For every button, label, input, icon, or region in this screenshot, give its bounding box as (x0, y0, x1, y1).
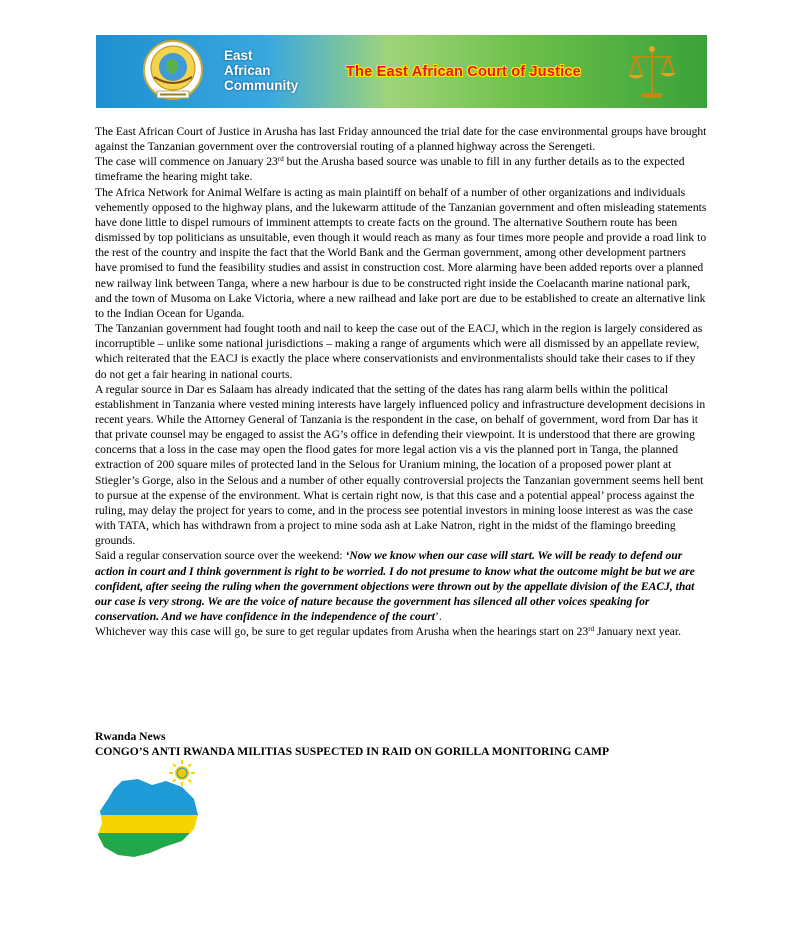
org-name: East African Community (224, 48, 299, 93)
scales-of-justice-icon (624, 43, 680, 101)
eac-emblem-icon (140, 39, 206, 105)
article-paragraph: The East African Court of Justice in Arusha has last Friday announced the trial date for the case environmental groups have brought against the Tanzanian government over the controversial routing of a planned highway across the Serengeti. (95, 125, 707, 154)
ordinal-suffix: rd (277, 155, 284, 164)
article-paragraph: The Tanzanian government had fought tooth and nail to keep the case out of the EACJ, which in the region is largely considered as incorruptible – unlike some national jurisdictions – making a range of arguments which were all dismissed by an appellate review, which reiterated that the EACJ is exactly the place where conservationists and environmentalists should take their cases to if they do not get a fair hearing in national courts. (95, 322, 703, 381)
text-run: January next year. (594, 625, 681, 639)
news-source-label: Rwanda News (95, 730, 166, 743)
text-run: ’. (434, 610, 442, 623)
article-body (95, 124, 707, 639)
text-run: The case will commence on January 23 (95, 155, 278, 169)
text-run: but the Arusha based source was unable to fill in any further details as to the expected timeframe the hearing might take. (95, 155, 685, 184)
article-paragraph (95, 548, 707, 624)
eac-banner (96, 35, 707, 108)
court-name: The East African Court of Justice (346, 64, 581, 80)
ordinal-suffix: rd (588, 625, 595, 634)
news-headline: CONGO’S ANTI RWANDA MILITIAS SUSPECTED IN RAID ON GORILLA MONITORING CAMP (95, 745, 610, 758)
conservation-quote: ‘Now we know when our case will start. We will be ready to defend our action in court and I think government is right to be worried. I do not presume to know what the outcome might be but we are confident, after seeing the ruling when the government objections were thrown out by the appellate division of the EACJ, that our case is very strong. We are the voice of nature because the government has silenced all other voices speaking for conservation. And we have confidence in the independence of the court (95, 549, 695, 623)
rwanda-flag-map-icon (94, 757, 206, 859)
article-paragraph (95, 624, 707, 639)
text-run: Whichever way this case will go, be sure to get regular updates from Arusha when the hearings start on 23 (95, 625, 589, 639)
article-paragraph (95, 154, 707, 184)
text-run: Said a regular conservation source over the weekend: (95, 549, 346, 563)
article-paragraph: The Africa Network for Animal Welfare is acting as main plaintiff on behalf of a number of other organizations and individuals vehemently opposed to the highway plans, and the lukewarm attitude of the Tanzanian government and often misleading statements have done little to dispel rumours of imminent attempts to create facts on the ground. The alternative Southern route has been dismissed by top politicians as unsuitable, even though it would reach as many as four times more people and provide a road link to the rest of the country and inspite the fact that the World Bank and the German government, among other development partners have promised to fund the feasibility studies and assist in construction cost. More alarming have been added reports over a planned new railway link between Tanga, where a new harbour is due to be constructed right inside the Coelacanth marine national park, and the town of Musoma on Lake Victoria, where a new railhead and lake port are due to be established to create an alternative link to the Indian Ocean for Uganda. (95, 185, 707, 320)
article-paragraph: A regular source in Dar es Salaam has already indicated that the setting of the dates has rang alarm bells within the political establishment in Tanzania where vested mining interests have largely influenced policy and infrastructure development decisions in recent years. While the Attorney General of Tanzania is the respondent in the case, on behalf of government, word from Dar has it that private counsel may be engaged to assist the AG’s office in defending their viewpoint. It is understood that there are growing concerns that a loss in the case may open the flood gates for more legal action vis a vis the planned port in Tanga, the planned extraction of 200 square miles of protected land in the Selous for Uranium mining, the location of a proposed power plant at Stiegler’s Gorge, also in the Selous and a number of other equally controversial projects the Tanzanian government seems hell bent to pursue at the expense of the environment. What is certain right now, is that this case and a potential appeal’ process against the ruling, may delay the project for years to come, and in the process see potential investors in mining loose interest as was the case with TATA, which has withdrawn from a project to mine soda ash at Lake Natron, right in the midst of the flamingo breeding grounds. (95, 382, 706, 548)
